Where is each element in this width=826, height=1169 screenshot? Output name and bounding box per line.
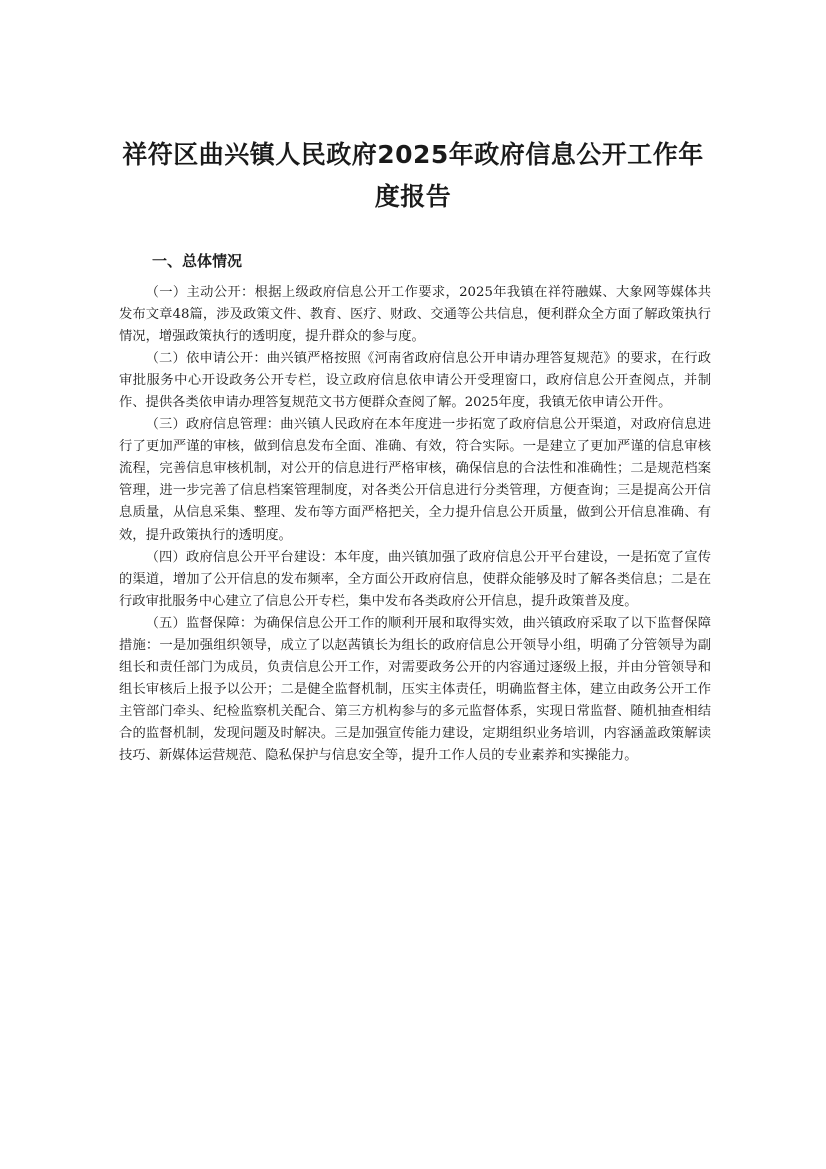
paragraph-request-disclosure: （二）依申请公开：曲兴镇严格按照《河南省政府信息公开申请办理答复规范》的要求，在行政审批服务中心开设政务公开专栏，设立政府信息依申请公开受理窗口，政府信息公开查阅点，并制作、提供各类依申请办理答复规范文书方便群众查阅了解。2025年度，我镇无依申请公开件。 xyxy=(119,351,711,411)
paragraph-platform-construction: （四）政府信息公开平台建设：本年度，曲兴镇加强了政府信息公开平台建设，一是拓宽了宣传的渠道，增加了公开信息的发布频率，全方面公开政府信息，使群众能够及时了解各类信息；二是在行政审批服务中心建立了信息公开专栏，集中发布各类政府公开信息，提升政策普及度。 xyxy=(119,549,711,609)
paragraph-information-management: （三）政府信息管理：曲兴镇人民政府在本年度进一步拓宽了政府信息公开渠道，对政府信息进行了更加严谨的审核，做到信息发布全面、准确、有效，符合实际。一是建立了更加严谨的信息审核流程，完善信息审核机制，对公开的信息进行严格审核，确保信息的合法性和准确性；二是规范档案管理，进一步完善了信息档案管理制度，对各类公开信息进行分类管理，方便查询；三是提高公开信息质量，从信息采集、整理、发布等方面严格把关，全力提升信息公开质量，做到公开信息准确、有效，提升政策执行的透明度。 xyxy=(119,417,711,543)
paragraph-supervision-guarantee: （五）监督保障：为确保信息公开工作的顺利开展和取得实效，曲兴镇政府采取了以下监督保障措施：一是加强组织领导，成立了以赵茜镇长为组长的政府信息公开领导小组，明确了分管领导为副组长和责任部门为成员，负责信息公开工作，对需要政务公开的内容通过逐级上报，并由分管领导和组长审核后上报予以公开；二是健全监督机制，压实主体责任，明确监督主体，建立由政务公开工作主管部门牵头、纪检监察机关配合、第三方机构参与的多元监督体系，实现日常监督、随机抽查相结合的监督机制，发现问题及时解决。三是加强宣传能力建设，定期组织业务培训，内容涵盖政策解读技巧、新媒体运营规范、隐私保护与信息安全等，提升工作人员的专业素养和实操能力。 xyxy=(119,615,711,763)
paragraph-active-disclosure: （一）主动公开：根据上级政府信息公开工作要求，2025年我镇在祥符融媒、大象网等媒体共发布文章48篇，涉及政策文件、教育、医疗、财政、交通等公共信息，便利群众全方面了解政策执行情况，增强政策执行的透明度，提升群众的参与度。 xyxy=(119,285,711,345)
section-heading-overview: 一、总体情况 xyxy=(152,252,243,270)
report-title: 祥符区曲兴镇人民政府2025年政府信息公开工作年度报告 xyxy=(122,140,704,211)
section-body xyxy=(119,282,711,767)
